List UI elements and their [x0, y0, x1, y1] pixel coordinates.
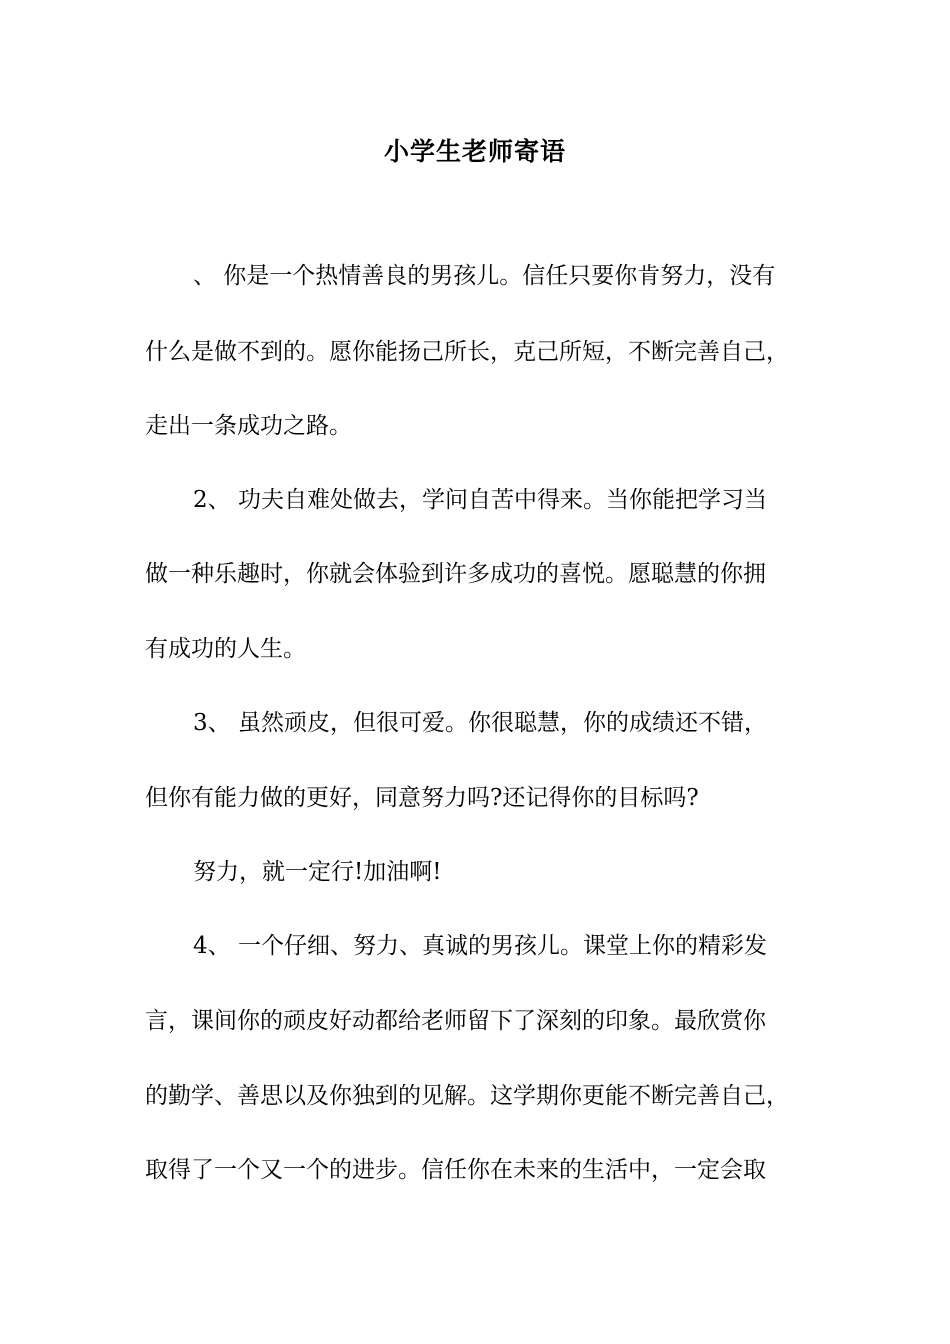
paragraph-line: 言，课间你的顽皮好动都给老师留下了深刻的印象。最欣赏你	[145, 1008, 766, 1034]
paragraph-line: 有成功的人生。	[145, 636, 306, 662]
paragraph-line: 努力，就一定行!加油啊!	[193, 859, 442, 885]
paragraph-line: 但你有能力做的更好，同意努力吗?还记得你的目标吗?	[145, 785, 699, 811]
paragraph-line: 3、 虽然顽皮，但很可爱。你很聪慧，你的成绩还不错，	[193, 710, 767, 736]
document-title: 小学生老师寄语	[383, 137, 566, 166]
paragraph-line: 走出一条成功之路。	[145, 413, 352, 439]
paragraph-line: 、 你是一个热情善良的男孩儿。信任只要你肯努力，没有	[193, 263, 776, 289]
paragraph-line: 取得了一个又一个的进步。信任你在未来的生活中，一定会取	[145, 1157, 766, 1183]
paragraph-line: 的勤学、善思以及你独到的见解。这学期你更能不断完善自己，	[145, 1083, 789, 1109]
paragraph-line: 做一种乐趣时，你就会体验到许多成功的喜悦。愿聪慧的你拥	[145, 561, 766, 587]
paragraph-line: 什么是做不到的。愿你能扬己所长，克己所短，不断完善自己，	[145, 339, 789, 365]
paragraph-line: 4、 一个仔细、努力、真诚的男孩儿。课堂上你的精彩发	[193, 933, 767, 959]
paragraph-line: 2、 功夫自难处做去，学问自苦中得来。当你能把学习当	[193, 487, 767, 513]
